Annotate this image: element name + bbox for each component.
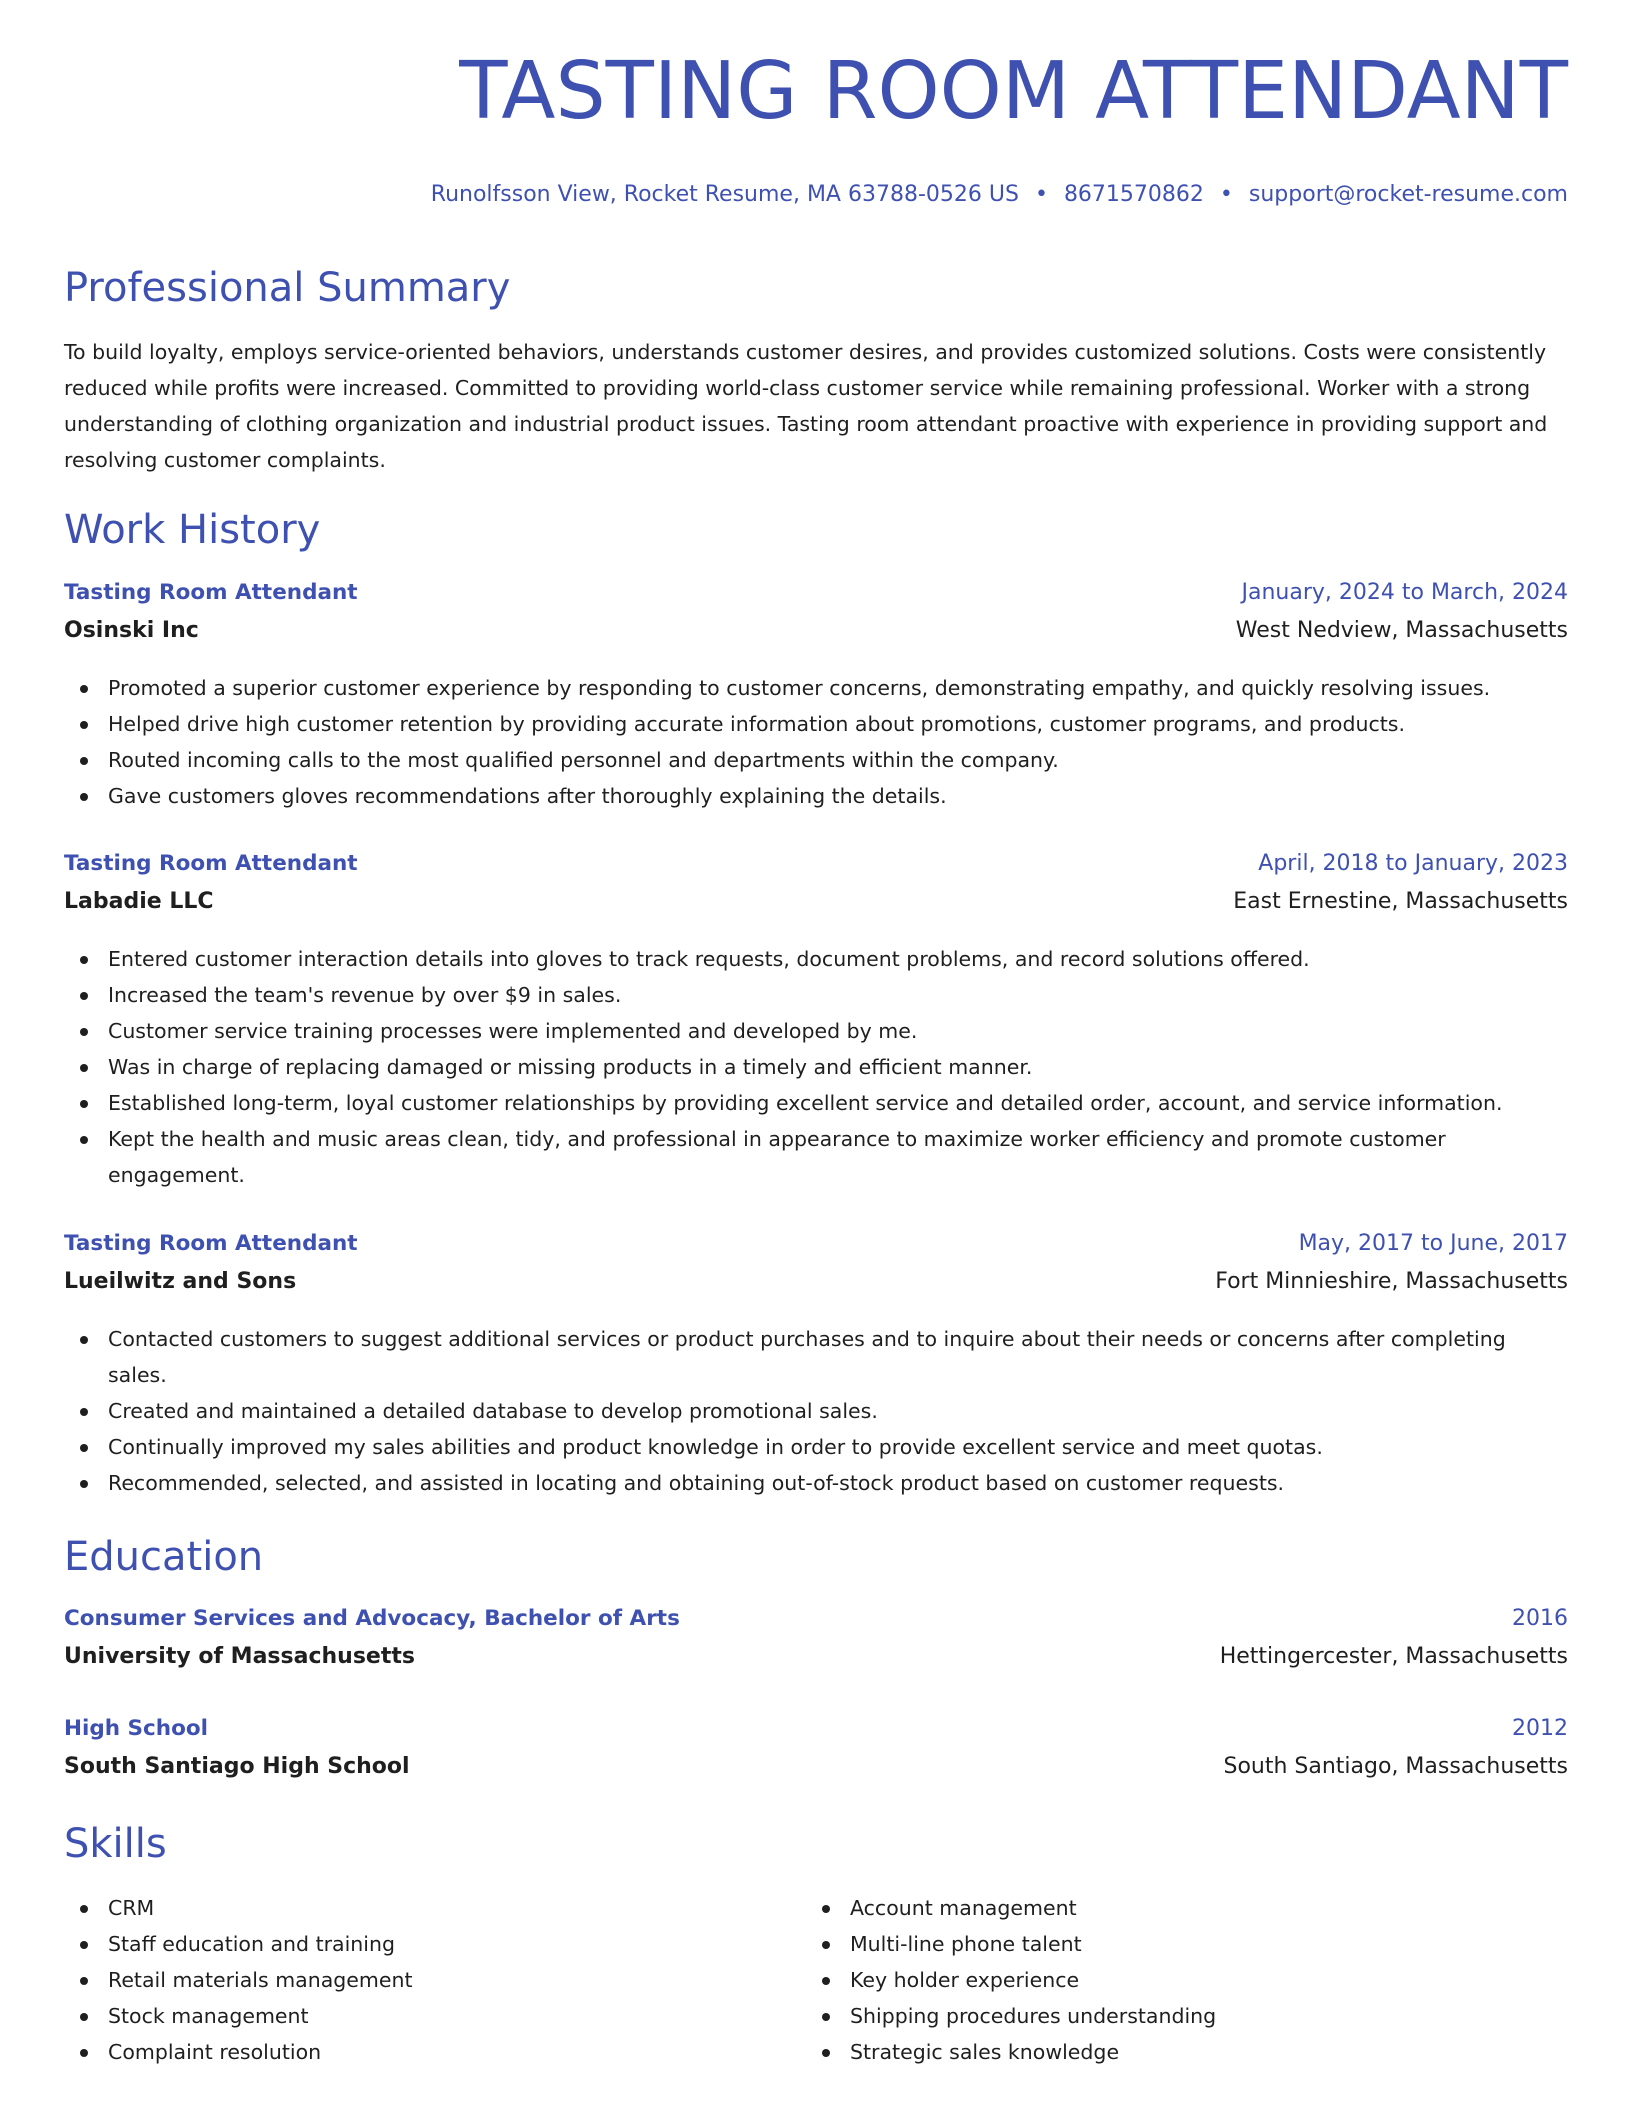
job-entry xyxy=(64,851,1568,1193)
education-year: 2016 xyxy=(1512,1606,1568,1631)
job-dates: April, 2018 to January, 2023 xyxy=(1258,851,1568,876)
job-company: Labadie LLC xyxy=(64,889,214,914)
job-title: Tasting Room Attendant xyxy=(64,580,358,605)
bullet-dot xyxy=(80,1336,88,1344)
contact-address: Runolfsson View, Rocket Resume, MA 63788-0526 US xyxy=(430,182,1019,207)
skill-item: Key holder experience xyxy=(806,1962,1216,1998)
skill-item: Account management xyxy=(806,1890,1216,1926)
resume-name: TASTING ROOM ATTENDANT xyxy=(459,45,1568,137)
summary-text: To build loyalty, employs service-oriented behaviors, understands customer desires, and provides customized solutions. Costs were consistently reduced while profits were increased. Committed to providing world-class customer service while remaining professional. Worker with a strong understanding of clothing organization and industrial product issues. Tasting room attendant proactive with experience in providing support and resolving customer complaints. xyxy=(64,340,1548,472)
job-bullets xyxy=(64,670,1568,814)
job-bullet: Entered customer interaction details into gloves to track requests, document problems, and record solutions offered. xyxy=(64,941,1568,977)
job-entry xyxy=(64,580,1568,814)
education-degree: Consumer Services and Advocacy, Bachelor of Arts xyxy=(64,1606,680,1631)
job-bullet: Routed incoming calls to the most qualified personnel and departments within the company. xyxy=(64,742,1568,778)
bullet-dot xyxy=(80,2013,88,2021)
job-company: Lueilwitz and Sons xyxy=(64,1269,297,1294)
job-dates: May, 2017 to June, 2017 xyxy=(1298,1231,1568,1256)
job-location: West Nedview, Massachusetts xyxy=(1235,618,1568,643)
bullet-dot xyxy=(80,1905,88,1913)
job-title: Tasting Room Attendant xyxy=(64,851,358,876)
education-degree: High School xyxy=(64,1716,208,1741)
bullet-dot xyxy=(80,721,88,729)
job-bullet: Customer service training processes were implemented and developed by me. xyxy=(64,1013,1568,1049)
skill-item: CRM xyxy=(64,1890,413,1926)
job-bullet: Gave customers gloves recommendations after thoroughly explaining the details. xyxy=(64,778,1568,814)
job-entry xyxy=(64,1231,1568,1501)
job-bullet: Was in charge of replacing damaged or missing products in a timely and efficient manner. xyxy=(64,1049,1568,1085)
summary-heading: Professional Summary xyxy=(64,265,511,311)
skill-item: Retail materials management xyxy=(64,1962,413,1998)
skill-item: Stock management xyxy=(64,1998,413,2034)
education-entry xyxy=(64,1606,1568,1682)
contact-separator: • xyxy=(1034,182,1048,207)
bullet-dot xyxy=(80,956,88,964)
bullet-dot xyxy=(80,1136,88,1144)
skill-item: Strategic sales knowledge xyxy=(806,2034,1216,2070)
bullet-dot xyxy=(80,1444,88,1452)
job-bullet: Kept the health and music areas clean, tidy, and professional in appearance to maximize worker efficiency and promote customer engagement. xyxy=(64,1121,1568,1193)
skill-item: Shipping procedures understanding xyxy=(806,1998,1216,2034)
contact-separator: • xyxy=(1219,182,1233,207)
bullet-dot xyxy=(80,1941,88,1949)
job-bullet: Increased the team's revenue by over $9 in sales. xyxy=(64,977,1568,1013)
job-bullet: Helped drive high customer retention by providing accurate information about promotions, customer programs, and products. xyxy=(64,706,1568,742)
bullet-dot xyxy=(80,793,88,801)
bullet-dot xyxy=(822,1905,830,1913)
education-entry xyxy=(64,1716,1568,1792)
education-year: 2012 xyxy=(1512,1716,1568,1741)
job-bullets xyxy=(64,1321,1568,1501)
bullet-dot xyxy=(80,2049,88,2057)
bullet-dot xyxy=(822,1977,830,1985)
education-location: South Santiago, Massachusetts xyxy=(1223,1754,1568,1779)
skill-item: Staff education and training xyxy=(64,1926,413,1962)
bullet-dot xyxy=(80,992,88,1000)
education-school: University of Massachusetts xyxy=(64,1644,415,1669)
job-bullet: Recommended, selected, and assisted in locating and obtaining out-of-stock product based on customer requests. xyxy=(64,1465,1568,1501)
bullet-dot xyxy=(822,2049,830,2057)
bullet-dot xyxy=(822,2013,830,2021)
bullet-dot xyxy=(822,1941,830,1949)
skill-item: Complaint resolution xyxy=(64,2034,413,2070)
skills-column-right xyxy=(806,1890,1216,2070)
job-bullet: Promoted a superior customer experience by responding to customer concerns, demonstrating empathy, and quickly resolving issues. xyxy=(64,670,1568,706)
bullet-dot xyxy=(80,1064,88,1072)
education-heading: Education xyxy=(64,1534,264,1580)
contact-email[interactable]: support@rocket-resume.com xyxy=(1248,182,1568,207)
bullet-dot xyxy=(80,1100,88,1108)
skills-column-left xyxy=(64,1890,413,2070)
bullet-dot xyxy=(80,1028,88,1036)
bullet-dot xyxy=(80,685,88,693)
job-dates: January, 2024 to March, 2024 xyxy=(1241,580,1568,605)
bullet-dot xyxy=(80,1408,88,1416)
skills-heading: Skills xyxy=(64,1821,167,1867)
bullet-dot xyxy=(80,1977,88,1985)
education-location: Hettingercester, Massachusetts xyxy=(1219,1644,1568,1669)
job-location: Fort Minnieshire, Massachusetts xyxy=(1215,1269,1568,1294)
job-bullets xyxy=(64,941,1568,1193)
work-history-heading: Work History xyxy=(64,507,321,553)
job-bullet: Continually improved my sales abilities and product knowledge in order to provide excellent service and meet quotas. xyxy=(64,1429,1568,1465)
bullet-dot xyxy=(80,1480,88,1488)
job-location: East Ernestine, Massachusetts xyxy=(1233,889,1568,914)
skill-item: Multi-line phone talent xyxy=(806,1926,1216,1962)
job-company: Osinski Inc xyxy=(64,618,199,643)
contact-line xyxy=(431,182,1568,207)
job-bullet: Established long-term, loyal customer relationships by providing excellent service and detailed order, account, and service information. xyxy=(64,1085,1568,1121)
job-bullet: Created and maintained a detailed database to develop promotional sales. xyxy=(64,1393,1568,1429)
contact-phone: 8671570862 xyxy=(1063,182,1204,207)
education-school: South Santiago High School xyxy=(64,1754,410,1779)
bullet-dot xyxy=(80,757,88,765)
job-title: Tasting Room Attendant xyxy=(64,1231,358,1256)
job-bullet: Contacted customers to suggest additional services or product purchases and to inquire about their needs or concerns after completing sales. xyxy=(64,1321,1568,1393)
